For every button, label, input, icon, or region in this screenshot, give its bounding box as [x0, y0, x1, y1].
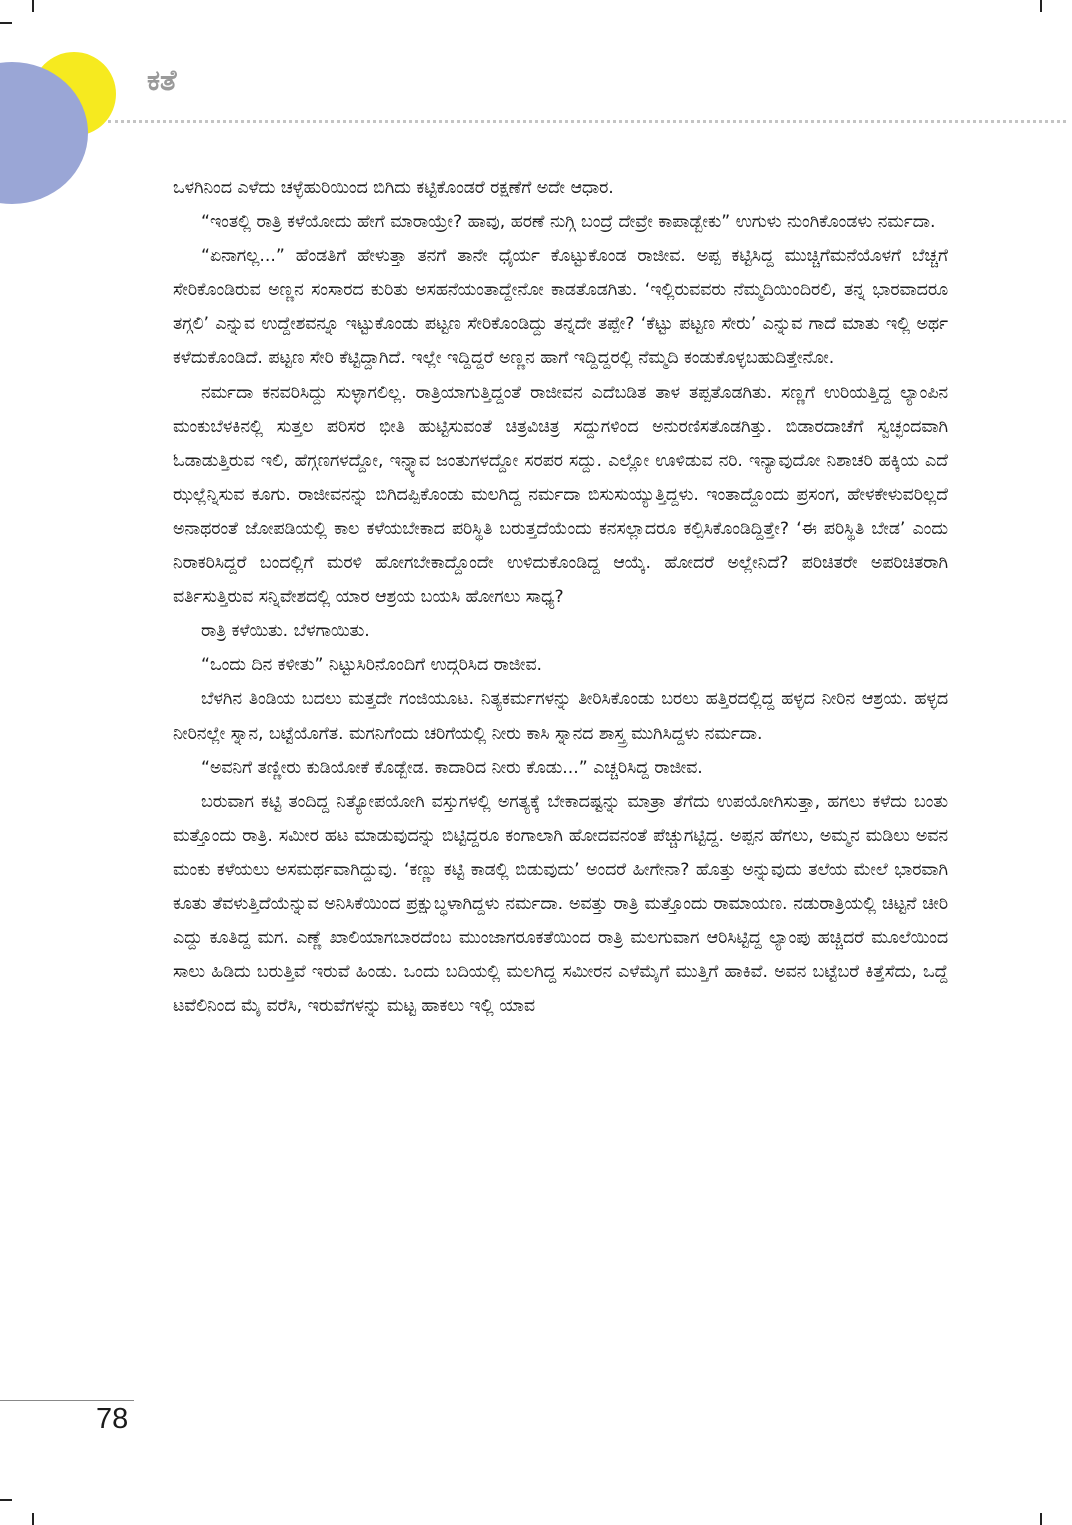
crop-mark	[32, 1513, 34, 1525]
crop-mark	[1040, 0, 1042, 12]
header-dotted-rule	[108, 120, 1066, 123]
paragraph: “ಇಂತಲ್ಲಿ ರಾತ್ರಿ ಕಳೆಯೋದು ಹೇಗೆ ಮಾರಾಯ್ರೇ? ಹಾವು, ಹರಣೆ ನುಗ್ಗಿ ಬಂದ್ರೆ ದೇವ್ರೇ ಕಾಪಾಡ್ಬೇಕು” ಉಗುಳು ನುಂಗಿಕೊಂಡಳು ನರ್ಮದಾ.	[201, 212, 936, 233]
section-title: ಕತೆ	[147, 63, 177, 97]
page-number: 78	[96, 1403, 129, 1435]
paragraph: ಬೆಳಗಿನ ತಿಂಡಿಯ ಬದಲು ಮತ್ತದೇ ಗಂಜಿಯೂಟ. ನಿತ್ಯಕರ್ಮಗಳನ್ನು ತೀರಿಸಿಕೊಂಡು ಬರಲು ಹತ್ತಿರದಲ್ಲಿದ್ದ ಹಳ್ಳದ ನೀರಿನ ಆಶ್ರಯ. ಹಳ್ಳದ ನೀರಿನಲ್ಲೇ ಸ್ನಾನ, ಬಟ್ಟೆಯೊಗೆತ. ಮಗನಿಗೆಂದು ಚರಿಗೆಯಲ್ಲಿ ನೀರು ಕಾಸಿ ಸ್ನಾನದ ಶಾಸ್ತ್ರ ಮುಗಿಸಿದ್ದಳು ನರ್ಮದಾ.	[173, 689, 948, 744]
crop-mark	[0, 1499, 12, 1501]
footer-rule	[0, 1400, 134, 1401]
paragraph: “ಒಂದು ದಿನ ಕಳೀತು” ನಿಟ್ಟುಸಿರಿನೊಂದಿಗೆ ಉದ್ಗರಿಸಿದ ರಾಜೀವ.	[201, 655, 543, 676]
crop-mark	[32, 0, 34, 12]
story-body	[173, 171, 948, 1389]
paragraph: ನರ್ಮದಾ ಕನವರಿಸಿದ್ದು ಸುಳ್ಳಾಗಲಿಲ್ಲ. ರಾತ್ರಿಯಾಗುತ್ತಿದ್ದಂತೆ ರಾಜೀವನ ಎದೆಬಡಿತ ತಾಳ ತಪ್ಪತೊಡಗಿತು. ಸಣ್ಣಗೆ ಉರಿಯತ್ತಿದ್ದ ಲ್ಯಾಂಪಿನ ಮಂಕುಬೆಳಕಿನಲ್ಲಿ ಸುತ್ತಲ ಪರಿಸರ ಭೀತಿ ಹುಟ್ಟಿಸುವಂತೆ ಚಿತ್ರವಿಚಿತ್ರ ಸದ್ದುಗಳಿಂದ ಅನುರಣಿಸತೊಡಗಿತ್ತು. ಬಿಡಾರದಾಚೆಗೆ ಸ್ವಚ್ಛಂದವಾಗಿ ಓಡಾಡುತ್ತಿರುವ ಇಲಿ, ಹೆಗ್ಗಣಗಳದ್ದೋ, ಇನ್ನ್ಯಾವ ಜಂತುಗಳದ್ದೋ ಸರಪರ ಸದ್ದು. ಎಲ್ಲೋ ಊಳಿಡುವ ನರಿ. ಇನ್ಯಾವುದೋ ನಿಶಾಚರಿ ಹಕ್ಕಿಯ ಎದೆ ಝಲ್ಲೆನ್ನಿಸುವ ಕೂಗು. ರಾಜೀವನನ್ನು ಬಿಗಿದಪ್ಪಿಕೊಂಡು ಮಲಗಿದ್ದ ನರ್ಮದಾ ಬಿಸುಸುಯ್ಯುತ್ತಿದ್ದಳು. ಇಂತಾದ್ದೊಂದು ಪ್ರಸಂಗ, ಹೇಳಕೇಳುವರಿಲ್ಲದೆ ಅನಾಥರಂತೆ ಜೋಪಡಿಯಲ್ಲಿ ಕಾಲ ಕಳೆಯಬೇಕಾದ ಪರಿಸ್ಥಿತಿ ಬರುತ್ತದೆಯೆಂದು ಕನಸಲ್ಲಾದರೂ ಕಲ್ಪಿಸಿಕೊಂಡಿದ್ದಿತ್ತೇ? ‘ಈ ಪರಿಸ್ಥಿತಿ ಬೇಡ’ ಎಂದು ನಿರಾಕರಿಸಿದ್ದರೆ ಬಂದಲ್ಲಿಗೆ ಮರಳಿ ಹೋಗಬೇಕಾದ್ದೊಂದೇ ಉಳಿದುಕೊಂಡಿದ್ದ ಆಯ್ಕೆ. ಹೋದರೆ ಅಲ್ಲೇನಿದೆ? ಪರಿಚಿತರೇ ಅಪರಿಚಿತರಾಗಿ ವರ್ತಿಸುತ್ತಿರುವ ಸನ್ನಿವೇಶದಲ್ಲಿ ಯಾರ ಆಶ್ರಯ ಬಯಸಿ ಹೋಗಲು ಸಾಧ್ಯ?	[173, 382, 948, 608]
paragraph: ಒಳಗಿನಿಂದ ಎಳೆದು ಚಳ್ಳೆಹುರಿಯಿಂದ ಬಿಗಿದು ಕಟ್ಟಿಕೊಂಡರೆ ರಕ್ಷಣೆಗೆ ಅದೇ ಆಧಾರ.	[173, 178, 614, 198]
paragraph: “ಅವನಿಗೆ ತಣ್ಣೀರು ಕುಡಿಯೋಕೆ ಕೊಡ್ಬೇಡ. ಕಾದಾರಿದ ನೀರು ಕೊಡು...” ಎಚ್ಚರಿಸಿದ್ದ ರಾಜೀವ.	[201, 757, 703, 778]
crop-mark	[1040, 1513, 1042, 1525]
paragraph: “ಏನಾಗಲ್ಲ...” ಹೆಂಡತಿಗೆ ಹೇಳುತ್ತಾ ತನಗೆ ತಾನೇ ಧೈರ್ಯ ಕೊಟ್ಟುಕೊಂಡ ರಾಜೀವ. ಅಪ್ಪ ಕಟ್ಟಿಸಿದ್ದ ಮುಚ್ಚಿಗೆಮನೆಯೊಳಗೆ ಬೆಚ್ಚಗೆ ಸೇರಿಕೊಂಡಿರುವ ಅಣ್ಣನ ಸಂಸಾರದ ಕುರಿತು ಅಸಹನೆಯಂತಾದ್ದೇನೋ ಕಾಡತೊಡಗಿತು. ‘ಇಲ್ಲಿರುವವರು ನೆಮ್ಮದಿಯಿಂದಿರಲಿ, ತನ್ನ ಭಾರವಾದರೂ ತಗ್ಗಲಿ’ ಎನ್ನುವ ಉದ್ದೇಶವನ್ನೂ ಇಟ್ಟುಕೊಂಡು ಪಟ್ಟಣ ಸೇರಿಕೊಂಡಿದ್ದು ತನ್ನದೇ ತಪ್ಪೇ? ‘ಕೆಟ್ಟು ಪಟ್ಟಣ ಸೇರು’ ಎನ್ನುವ ಗಾದೆ ಮಾತು ಇಲ್ಲಿ ಅರ್ಥ ಕಳೆದುಕೊಂಡಿದೆ. ಪಟ್ಟಣ ಸೇರಿ ಕೆಟ್ಟಿದ್ದಾಗಿದೆ. ಇಲ್ಲೇ ಇದ್ದಿದ್ದರೆ ಅಣ್ಣನ ಹಾಗೆ ಇದ್ದಿದ್ದರಲ್ಲಿ ನೆಮ್ಮದಿ ಕಂಡುಕೊಳ್ಳಬಹುದಿತ್ತೇನೋ.	[173, 246, 948, 369]
crop-mark	[0, 22, 12, 24]
paragraph: ಬರುವಾಗ ಕಟ್ಟಿ ತಂದಿದ್ದ ನಿತ್ಯೋಪಯೋಗಿ ವಸ್ತುಗಳಲ್ಲಿ ಅಗತ್ಯಕ್ಕೆ ಬೇಕಾದಷ್ಟನ್ನು ಮಾತ್ರಾ ತೆಗೆದು ಉಪಯೋಗಿಸುತ್ತಾ, ಹಗಲು ಕಳೆದು ಬಂತು ಮತ್ತೊಂದು ರಾತ್ರಿ. ಸಮೀರ ಹಟ ಮಾಡುವುದನ್ನು ಬಿಟ್ಟಿದ್ದರೂ ಕಂಗಾಲಾಗಿ ಹೋದವನಂತೆ ಪೆಚ್ಚುಗಟ್ಟಿದ್ದ. ಅಪ್ಪನ ಹೆಗಲು, ಅಮ್ಮನ ಮಡಿಲು ಅವನ ಮಂಕು ಕಳೆಯಲು ಅಸಮರ್ಥವಾಗಿದ್ದುವು. ‘ಕಣ್ಣು ಕಟ್ಟಿ ಕಾಡಲ್ಲಿ ಬಿಡುವುದು’ ಅಂದರೆ ಹೀಗೇನಾ? ಹೊತ್ತು ಅನ್ನುವುದು ತಲೆಯ ಮೇಲೆ ಭಾರವಾಗಿ ಕೂತು ತೆವಳುತ್ತಿದೆಯೆನ್ನುವ ಅನಿಸಿಕೆಯಿಂದ ಪ್ರಕ್ಷುಬ್ಧಳಾಗಿದ್ದಳು ನರ್ಮದಾ. ಅವತ್ತು ರಾತ್ರಿ ಮತ್ತೊಂದು ರಾಮಾಯಣ. ನಡುರಾತ್ರಿಯಲ್ಲಿ ಚಿಟ್ಟನೆ ಚೀರಿ ಎದ್ದು ಕೂತಿದ್ದ ಮಗ. ಎಣ್ಣೆ ಖಾಲಿಯಾಗಬಾರದೆಂಬ ಮುಂಜಾಗರೂಕತೆಯಿಂದ ರಾತ್ರಿ ಮಲಗುವಾಗ ಆರಿಸಿಟ್ಟಿದ್ದ ಲ್ಯಾಂಪು ಹಚ್ಚಿದರೆ ಮೂಲೆಯಿಂದ ಸಾಲು ಹಿಡಿದು ಬರುತ್ತಿವೆ ಇರುವೆ ಹಿಂಡು. ಒಂದು ಬದಿಯಲ್ಲಿ ಮಲಗಿದ್ದ ಸಮೀರನ ಎಳೆಮೈಗೆ ಮುತ್ತಿಗೆ ಹಾಕಿವೆ. ಅವನ ಬಟ್ಟೆಬರೆ ಕಿತ್ತೆಸೆದು, ಒದ್ದೆ ಟವೆಲಿನಿಂದ ಮೈ ವರೆಸಿ, ಇರುವೆಗಳನ್ನು ಮಟ್ಟ ಹಾಕಲು ಇಲ್ಲಿ ಯಾವ	[173, 791, 948, 1017]
paragraph: ರಾತ್ರಿ ಕಳೆಯಿತು. ಬೆಳಗಾಯಿತು.	[201, 621, 370, 642]
